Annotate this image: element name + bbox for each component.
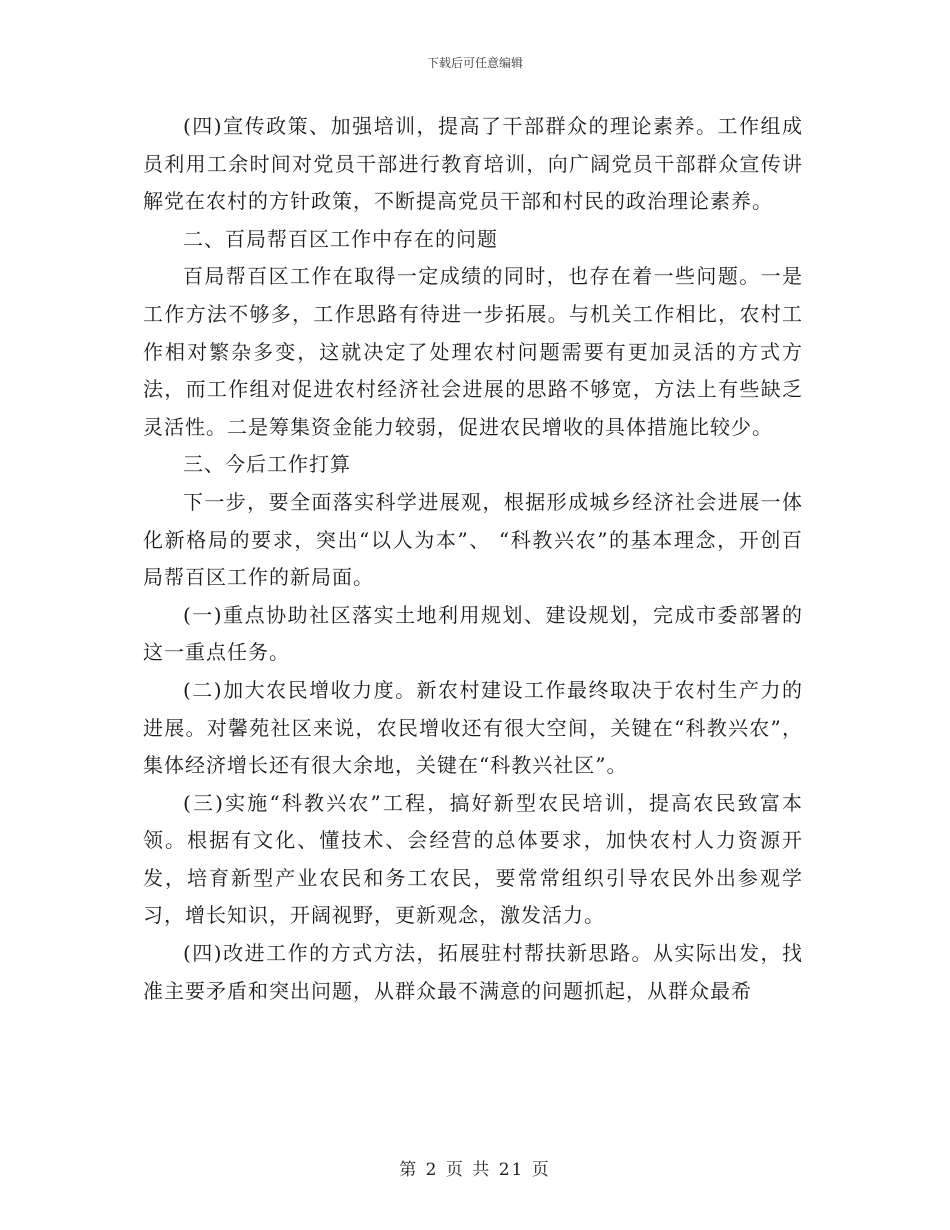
paragraph-publicity-training: (四)宣传政策、加强培训，提高了干部群众的理论素养。工作组成员利用工余时间对党员干部进行教育培训，向广阔党员干部群众宣传讲解党在农村的方针政策，不断提高党员干部和村民的政治理论素养。: [143, 114, 803, 214]
footer-suffix: 页: [531, 1160, 551, 1180]
paragraph-item-2: (二)加大农民增收力度。新农村建设工作最终取决于农村生产力的进展。对馨苑社区来说，农民增收还有很大空间，关键在“科教兴农”，集体经济增长还有很大余地，关键在“科教兴社区”。: [143, 677, 803, 778]
paragraph-next-step: 下一步，要全面落实科学进展观，根据形成城乡经济社会进展一体化新格局的要求，突出“以人为本”、 “科教兴农”的基本理念，开创百局帮百区工作的新局面。: [143, 489, 803, 590]
footer-page-number: 2: [425, 1160, 439, 1180]
page-footer: [0, 1155, 950, 1180]
footer-middle: 页 共: [445, 1160, 492, 1180]
paragraph-item-3: (三)实施“科教兴农”工程，搞好新型农民培训，提高农民致富本领。根据有文化、懂技术、会经营的总体要求，加快农村人力资源开发，培育新型产业农民和务工农民，要常常组织引导农民外出参观学习，增长知识，开阔视野，更新观念，激发活力。: [143, 790, 803, 928]
footer-total-pages: 21: [498, 1160, 525, 1180]
paragraph-item-4: (四)改进工作的方式方法，拓展驻村帮扶新思路。从实际出发，找准主要矛盾和突出问题，从群众最不满意的问题抓起，从群众最希: [143, 941, 803, 1003]
document-body: [143, 108, 803, 1010]
paragraph-problems: 百局帮百区工作在取得一定成绩的同时，也存在着一些问题。一是工作方法不够多，工作思路有待进一步拓展。与机关工作相比，农村工作相对繁杂多变，这就决定了处理农村问题需要有更加灵活的方式方法，而工作组对促进农村经济社会进展的思路不够宽，方法上有些缺乏灵活性。二是筹集资金能力较弱，促进农民增收的具体措施比较少。: [143, 264, 803, 439]
section-heading-future-plans: 三、今后工作打算: [183, 452, 351, 477]
section-heading-problems: 二、百局帮百区工作中存在的问题: [183, 226, 498, 251]
page-header: 下载后可任意编辑: [426, 56, 523, 70]
paragraph-item-1: (一)重点协助社区落实土地利用规划、建设规划，完成市委部署的这一重点任务。: [143, 602, 803, 665]
footer-prefix: 第: [399, 1160, 419, 1180]
